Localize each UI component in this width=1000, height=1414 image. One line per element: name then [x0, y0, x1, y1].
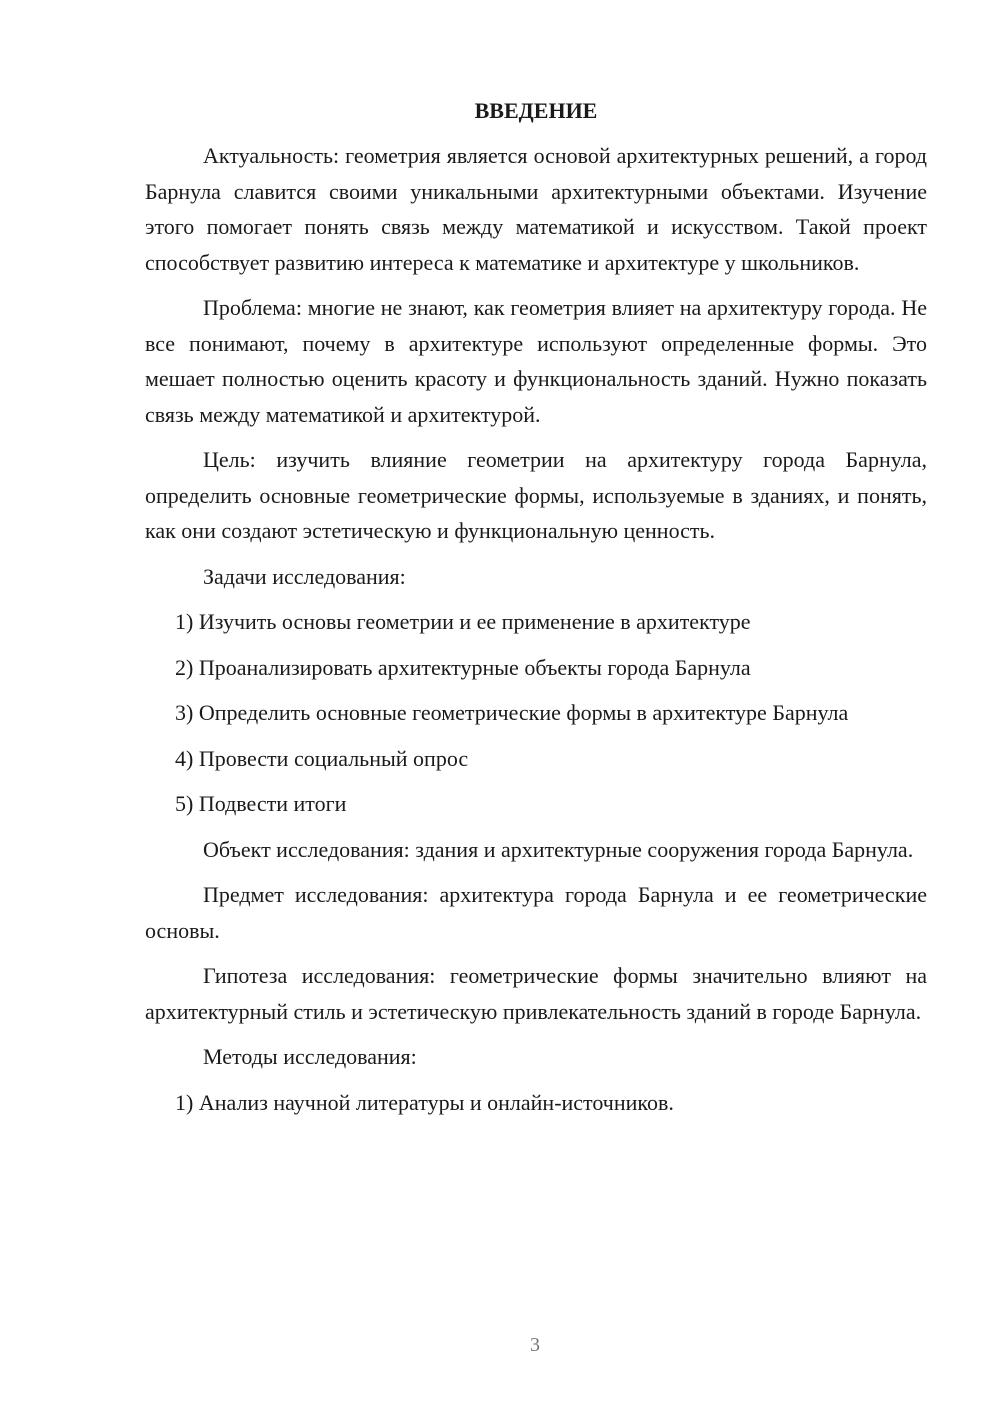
task-item: 3) Определить основные геометрические формы в архитектуре Барнула: [175, 700, 849, 725]
method-item: 1) Анализ научной литературы и онлайн-источников.: [175, 1089, 674, 1115]
paragraph-goal: Цель: изучить влияние геометрии на архитектуру города Барнула, определить основные геометрические формы, используемые в зданиях, и понять, как они создают эстетическую и функциональную ценность.: [145, 447, 927, 543]
paragraph-tasks-heading: Задачи исследования:: [203, 563, 406, 589]
paragraph-subject: Предмет исследования: архитектура города Барнула и ее геометрические основы.: [145, 882, 927, 943]
paragraph-relevance: Актуальность: геометрия является основой архитектурных решений, а город Барнула славится своими уникальными архитектурными объектами. Изучение этого помогает понять связь между математикой и искусством. Такой проект способствует развитию интереса к математике и архитектуре у школьников.: [145, 143, 927, 275]
task-item: 5) Подвести итоги: [175, 791, 347, 816]
page-number: 3: [530, 1334, 540, 1356]
paragraph-hypothesis: Гипотеза исследования: геометрические формы значительно влияют на архитектурный стиль и эстетическую привлекательность зданий в городе Барнула.: [145, 963, 927, 1024]
task-item: 4) Провести социальный опрос: [175, 745, 469, 771]
paragraph-problem: Проблема: многие не знают, как геометрия влияет на архитектуру города. Не все понимают, почему в архитектуре используют определенные формы. Это мешает полностью оценить красоту и функциональность зданий. Нужно показать связь между математикой и архитектурой.: [145, 295, 927, 427]
paragraph-methods-heading: Методы исследования:: [203, 1044, 417, 1069]
page-title: ВВЕДЕНИЕ: [474, 98, 598, 123]
task-item: 2) Проанализировать архитектурные объекты города Барнула: [175, 654, 751, 680]
document-page: [145, 96, 927, 1130]
task-item: 1) Изучить основы геометрии и ее применение в архитектуре: [175, 609, 751, 634]
paragraph-object: Объект исследования: здания и архитектурные сооружения города Барнула.: [203, 836, 914, 862]
